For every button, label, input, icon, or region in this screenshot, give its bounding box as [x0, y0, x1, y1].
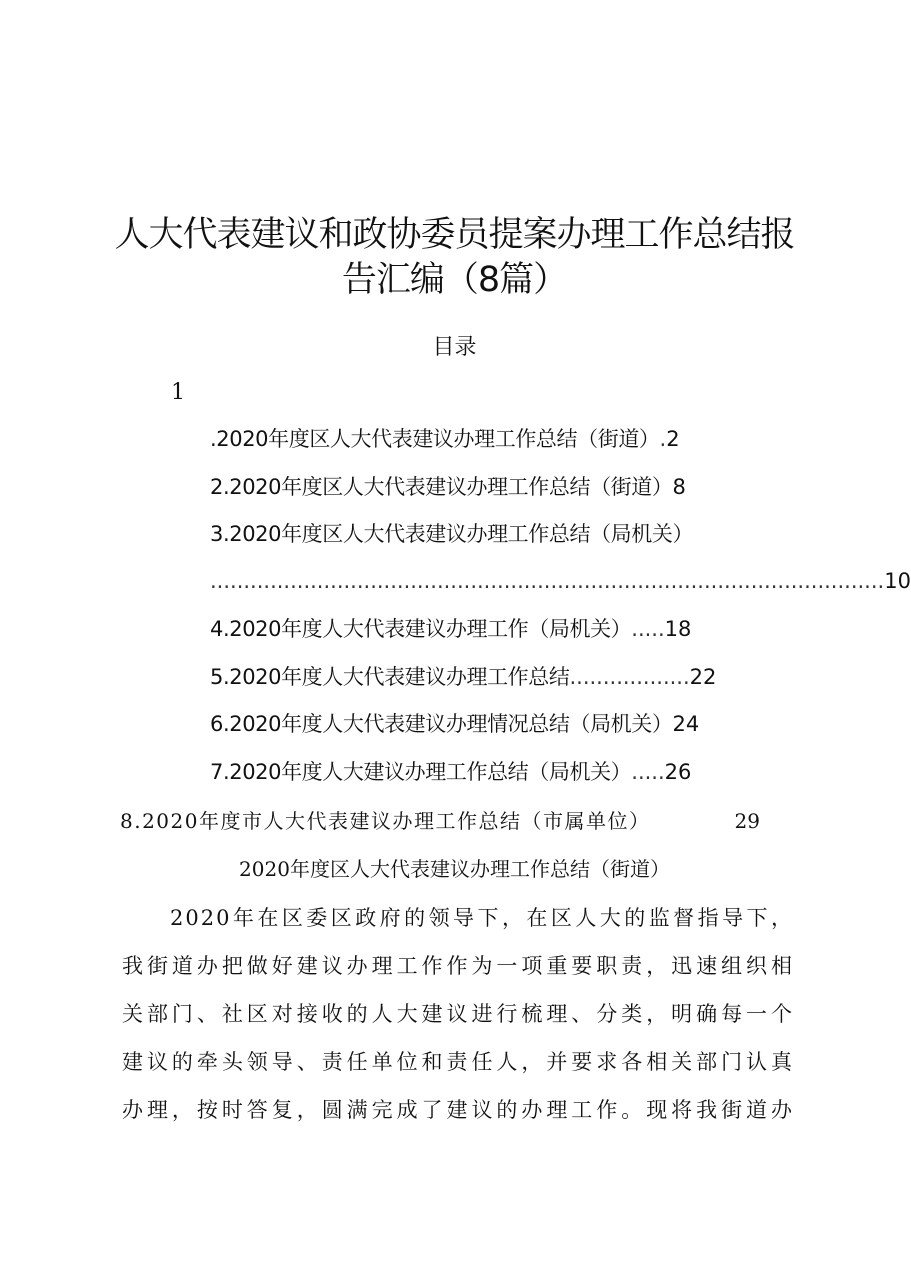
- document-title-line-1: 人大代表建议和政协委员提案办理工作总结报: [114, 215, 795, 255]
- toc-page-number: 10: [884, 569, 911, 593]
- body-line: 2020年在区委区政府的领导下，在区人大的监督指导下，: [170, 906, 794, 930]
- toc-entry-5[interactable]: [210, 663, 758, 691]
- toc-entry-1[interactable]: [210, 425, 770, 453]
- toc-entry-6[interactable]: [210, 710, 776, 738]
- toc-heading: 目录: [432, 335, 477, 360]
- document-title-line-2: 告汇编（8篇）: [341, 260, 568, 300]
- toc-page-number: 26: [664, 760, 692, 784]
- section-title: 2020年度区人大代表建议办理工作总结（街道）: [239, 857, 670, 881]
- toc-entry-text: 4.2020年度人大代表建议办理工作（局机关）: [210, 617, 632, 641]
- toc-page-number: 22: [689, 665, 717, 689]
- body-line: 建议的牵头领导、责任单位和责任人，并要求各相关部门认真: [122, 1050, 794, 1074]
- toc-page-number: 8: [672, 475, 686, 499]
- toc-entry-7[interactable]: [210, 758, 758, 786]
- toc-entry-text: 5.2020年度人大代表建议办理工作总结: [210, 665, 570, 689]
- body-line: 办理，按时答复，圆满完成了建议的办理工作。现将我街道办: [122, 1098, 794, 1122]
- toc-entry-8[interactable]: [120, 808, 760, 834]
- body-line: 关部门、社区对接收的人大建议进行梳理、分类，明确每一个: [122, 1002, 794, 1026]
- toc-entry-2[interactable]: [210, 473, 766, 501]
- toc-entry-text: .2020年度区人大代表建议办理工作总结（街道）: [210, 427, 660, 451]
- toc-page-number: 24: [672, 712, 700, 736]
- toc-leader: .: [659, 427, 667, 451]
- toc-page-number: 2: [666, 427, 680, 451]
- toc-leader: .....: [631, 617, 665, 641]
- toc-page-number: 29: [734, 809, 760, 833]
- toc-entry-text: 7.2020年度人大建议办理工作总结（局机关）: [210, 760, 632, 784]
- body-line: 我街道办把做好建议办理工作作为一项重要职责，迅速组织相: [122, 954, 794, 978]
- toc-entry-text: 8.2020年度市人大代表建议办理工作总结（市属单位）: [120, 809, 651, 833]
- toc-entry-text: 6.2020年度人大代表建议办理情况总结（局机关）: [210, 712, 673, 736]
- toc-page-number: 18: [664, 617, 692, 641]
- toc-leader: .....................................................................................................: [210, 569, 885, 593]
- toc-entry-text: 2.2020年度区人大代表建议办理工作总结（街道）: [210, 475, 673, 499]
- toc-entry-3[interactable]: [210, 520, 770, 548]
- toc-entry-text: 3.2020年度区人大代表建议办理工作总结（局机关）: [210, 522, 694, 546]
- toc-number: 1: [171, 380, 185, 405]
- toc-entry-3-continued[interactable]: [210, 567, 911, 595]
- toc-entry-4[interactable]: [210, 615, 760, 643]
- toc-leader: .....: [631, 760, 665, 784]
- toc-leader: ..................: [569, 665, 690, 689]
